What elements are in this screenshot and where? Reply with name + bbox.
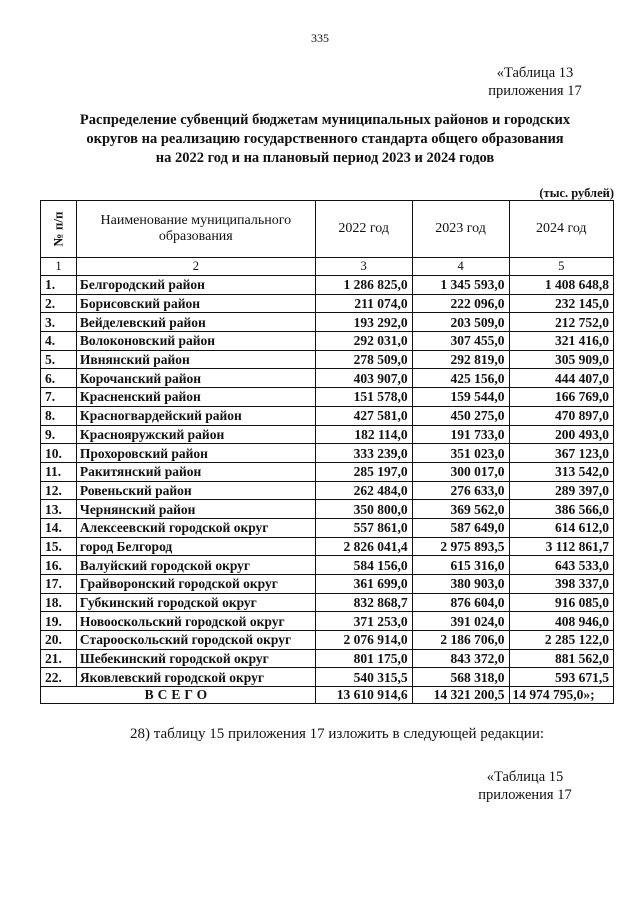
municipality-name: Ракитянский район (76, 462, 315, 481)
value-2022: 151 578,0 (315, 388, 412, 407)
value-2023: 615 316,0 (412, 556, 509, 575)
value-2022: 193 292,0 (315, 313, 412, 332)
table-row (41, 575, 614, 594)
row-number: 12. (41, 481, 77, 500)
value-2024: 593 671,5 (509, 668, 613, 687)
row-number: 6. (41, 369, 77, 388)
table-row (41, 668, 614, 687)
row-number: 19. (41, 612, 77, 631)
value-2023: 203 509,0 (412, 313, 509, 332)
value-2023: 391 024,0 (412, 612, 509, 631)
municipality-name: Грайворонский городской округ (76, 575, 315, 594)
table-row (41, 612, 614, 631)
table-row (41, 444, 614, 463)
value-2023: 369 562,0 (412, 500, 509, 519)
value-2024: 470 897,0 (509, 406, 613, 425)
value-2024: 408 946,0 (509, 612, 613, 631)
value-2022: 1 286 825,0 (315, 276, 412, 295)
value-2024: 1 408 648,8 (509, 276, 613, 295)
row-number: 2. (41, 294, 77, 313)
municipality-name: Губкинский городской округ (76, 593, 315, 612)
municipality-name: Чернянский район (76, 500, 315, 519)
row-number: 8. (41, 406, 77, 425)
value-2022: 832 868,7 (315, 593, 412, 612)
municipality-name: Корочанский район (76, 369, 315, 388)
table-reference-line: «Таблица 13 (496, 65, 574, 81)
row-number: 1. (41, 276, 77, 295)
row-number: 21. (41, 649, 77, 668)
value-2023: 843 372,0 (412, 649, 509, 668)
instruction-text: 28) таблицу 15 приложения 17 изложить в следующей редакции: (130, 726, 545, 742)
value-2023: 1 345 593,0 (412, 276, 509, 295)
value-2022: 285 197,0 (315, 462, 412, 481)
value-2023: 2 186 706,0 (412, 631, 509, 650)
row-number: 11. (41, 462, 77, 481)
row-number: 14. (41, 518, 77, 537)
table-reference-bottom (470, 768, 580, 804)
value-2022: 540 315,5 (315, 668, 412, 687)
municipality-name: Белгородский район (76, 276, 315, 295)
value-2023: 380 903,0 (412, 575, 509, 594)
value-2022: 427 581,0 (315, 406, 412, 425)
table-row (41, 369, 614, 388)
value-2022: 292 031,0 (315, 332, 412, 351)
municipality-name: Волоконовский район (76, 332, 315, 351)
row-number: 18. (41, 593, 77, 612)
header-2023: 2023 год (412, 201, 509, 258)
header-2024: 2024 год (509, 201, 613, 258)
units-label: (тыс. рублей) (539, 186, 614, 200)
table-reference-line: «Таблица 15 (486, 769, 564, 785)
value-2024: 313 542,0 (509, 462, 613, 481)
table-row (41, 593, 614, 612)
table-header-row (41, 201, 614, 258)
municipality-name: Ивнянский район (76, 350, 315, 369)
value-2024: 3 112 861,7 (509, 537, 613, 556)
value-2023: 351 023,0 (412, 444, 509, 463)
value-2024: 398 337,0 (509, 575, 613, 594)
value-2024: 289 397,0 (509, 481, 613, 500)
row-number: 22. (41, 668, 77, 687)
total-2023: 14 321 200,5 (412, 687, 509, 704)
row-number: 4. (41, 332, 77, 351)
table-row (41, 406, 614, 425)
column-number: 2 (76, 258, 315, 276)
value-2024: 444 407,0 (509, 369, 613, 388)
total-label: ВСЕГО (41, 687, 316, 704)
municipality-name: город Белгород (76, 537, 315, 556)
document-title (55, 111, 595, 168)
value-2023: 425 156,0 (412, 369, 509, 388)
value-2023: 191 733,0 (412, 425, 509, 444)
municipality-name: Новооскольский городской округ (76, 612, 315, 631)
value-2023: 450 275,0 (412, 406, 509, 425)
appendix-reference-line: приложения 17 (478, 787, 572, 803)
column-number-row (41, 258, 614, 276)
value-2023: 300 017,0 (412, 462, 509, 481)
value-2023: 568 318,0 (412, 668, 509, 687)
municipality-name: Прохоровский район (76, 444, 315, 463)
value-2023: 876 604,0 (412, 593, 509, 612)
value-2024: 881 562,0 (509, 649, 613, 668)
value-2024: 614 612,0 (509, 518, 613, 537)
page-number: 335 (311, 31, 329, 45)
title-line: Распределение субвенций бюджетам муниципальных районов и городских (79, 112, 571, 128)
table-row (41, 462, 614, 481)
column-number: 3 (315, 258, 412, 276)
municipality-name: Алексеевский городской округ (76, 518, 315, 537)
table-row (41, 537, 614, 556)
row-number: 13. (41, 500, 77, 519)
value-2022: 584 156,0 (315, 556, 412, 575)
value-2024: 321 416,0 (509, 332, 613, 351)
value-2023: 587 649,0 (412, 518, 509, 537)
table-row (41, 425, 614, 444)
value-2022: 403 907,0 (315, 369, 412, 388)
row-number: 7. (41, 388, 77, 407)
value-2023: 276 633,0 (412, 481, 509, 500)
header-name: Наименование муниципального образования (76, 201, 315, 258)
title-line: округов на реализацию государственного стандарта общего образования (86, 131, 564, 147)
value-2024: 367 123,0 (509, 444, 613, 463)
value-2023: 307 455,0 (412, 332, 509, 351)
header-2022: 2022 год (315, 201, 412, 258)
title-line: на 2022 год и на плановый период 2023 и 2024 годов (155, 150, 495, 166)
table-reference-top (480, 64, 590, 100)
value-2022: 333 239,0 (315, 444, 412, 463)
municipality-name: Ровеньский район (76, 481, 315, 500)
table-row (41, 500, 614, 519)
value-2024: 212 752,0 (509, 313, 613, 332)
value-2022: 211 074,0 (315, 294, 412, 313)
value-2023: 159 544,0 (412, 388, 509, 407)
table-row (41, 294, 614, 313)
table-row (41, 518, 614, 537)
value-2022: 2 826 041,4 (315, 537, 412, 556)
value-2024: 232 145,0 (509, 294, 613, 313)
table-row (41, 388, 614, 407)
subventions-table (40, 200, 614, 704)
value-2024: 200 493,0 (509, 425, 613, 444)
appendix-reference-line: приложения 17 (488, 83, 582, 99)
row-number: 10. (41, 444, 77, 463)
value-2022: 350 800,0 (315, 500, 412, 519)
value-2022: 2 076 914,0 (315, 631, 412, 650)
row-number: 17. (41, 575, 77, 594)
value-2024: 305 909,0 (509, 350, 613, 369)
row-number: 3. (41, 313, 77, 332)
total-2024: 14 974 795,0»; (509, 687, 613, 704)
municipality-name: Старооскольский городской округ (76, 631, 315, 650)
row-number: 5. (41, 350, 77, 369)
table-row (41, 556, 614, 575)
row-number: 20. (41, 631, 77, 650)
value-2023: 222 096,0 (412, 294, 509, 313)
value-2024: 2 285 122,0 (509, 631, 613, 650)
table-row (41, 350, 614, 369)
header-number: № п/п (41, 201, 77, 258)
municipality-name: Красногвардейский район (76, 406, 315, 425)
value-2022: 371 253,0 (315, 612, 412, 631)
table-row (41, 631, 614, 650)
value-2022: 361 699,0 (315, 575, 412, 594)
value-2022: 557 861,0 (315, 518, 412, 537)
municipality-name: Валуйский городской округ (76, 556, 315, 575)
municipality-name: Борисовский район (76, 294, 315, 313)
value-2024: 166 769,0 (509, 388, 613, 407)
column-number: 4 (412, 258, 509, 276)
table-row (41, 649, 614, 668)
table-row (41, 276, 614, 295)
municipality-name: Шебекинский городской округ (76, 649, 315, 668)
row-number: 16. (41, 556, 77, 575)
total-2022: 13 610 914,6 (315, 687, 412, 704)
value-2022: 262 484,0 (315, 481, 412, 500)
value-2024: 386 566,0 (509, 500, 613, 519)
column-number: 5 (509, 258, 613, 276)
municipality-name: Краснояружский район (76, 425, 315, 444)
municipality-name: Красненский район (76, 388, 315, 407)
column-number: 1 (41, 258, 77, 276)
row-number: 15. (41, 537, 77, 556)
municipality-name: Яковлевский городской округ (76, 668, 315, 687)
table-row (41, 481, 614, 500)
value-2022: 182 114,0 (315, 425, 412, 444)
value-2022: 278 509,0 (315, 350, 412, 369)
value-2024: 916 085,0 (509, 593, 613, 612)
value-2024: 643 533,0 (509, 556, 613, 575)
total-row (41, 687, 614, 704)
value-2023: 2 975 893,5 (412, 537, 509, 556)
table-row (41, 313, 614, 332)
municipality-name: Вейделевский район (76, 313, 315, 332)
row-number: 9. (41, 425, 77, 444)
table-row (41, 332, 614, 351)
value-2023: 292 819,0 (412, 350, 509, 369)
value-2022: 801 175,0 (315, 649, 412, 668)
